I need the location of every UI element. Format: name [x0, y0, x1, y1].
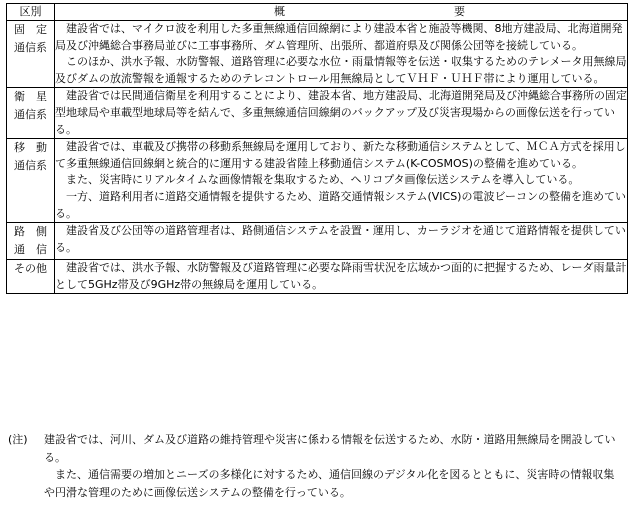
category-line: その他	[14, 262, 47, 276]
category-line: 通 信	[14, 243, 47, 257]
row-category	[7, 139, 55, 223]
summary-paragraph: 建設省では民間通信衛星を利用することにより、建設本省、地方建設局、北海道開発局及び沖縄総合事務所の固定型地球局や車載型地球局等を結んで、多重無線通信回線網のバックアップ及び災害現場からの画像伝送を行っている。	[55, 89, 627, 136]
category-line: 移 動	[14, 141, 47, 155]
summary-paragraph: 建設省及び公団等の道路管理者は、路側通信システムを設置・運用し、カーラジオを通じて道路情報を提供している。	[55, 224, 626, 254]
header-summary	[55, 4, 628, 21]
summary-paragraph: また、災害時にリアルタイムな画像情報を集取するため、ヘリコプタ画像伝送システムを導入している。	[66, 173, 580, 187]
category-line: 路 側	[14, 225, 47, 239]
footnote-text	[44, 431, 618, 501]
summary-paragraph: 建設省では、洪水予報、水防警報及び道路管理に必要な降雨雪状況を広域かつ面的に把握するため、レーダ雨量計として5GHz帯及び9GHz帯の無線局を運用している。	[55, 261, 627, 291]
summary-paragraph: このほか、洪水予報、水防警報、道路管理に必要な水位・雨量情報等を伝送・収集するためのテレメータ用無線局及びダムの放流警報を通報するためのテレコントロール用無線局としてＶＨＦ・ＵＨＦ帯により運用している。	[55, 55, 627, 85]
row-category	[7, 88, 55, 139]
footnote-paragraph: また、通信需要の増加とニーズの多様化に対するため、通信回線のデジタル化を図るとともに、災害時の情報収集や円滑な管理のために画像伝送システムの整備を行っている。	[44, 468, 615, 499]
category-line: 衛 星	[14, 90, 47, 104]
footnote-paragraph: 建設省では、河川、ダム及び道路の維持管理や災害に係わる情報を伝送するため、水防・道路用無線局を開設している。	[44, 433, 616, 464]
row-summary	[55, 139, 628, 223]
table-row	[7, 21, 628, 88]
row-category	[7, 260, 55, 294]
row-summary	[55, 223, 628, 260]
category-line: 固 定	[14, 23, 47, 36]
row-summary	[55, 88, 628, 139]
table-body	[7, 21, 628, 294]
header-summary-right: 要	[454, 5, 465, 18]
footnote	[8, 431, 618, 501]
summary-paragraph: 建設省では、マイクロ波を利用した多重無線通信回線網により建設本省と施設等機関、8地方建設局、北海道開発局及び沖縄総合事務局並びに工事事務所、ダム管理所、出張所、都道府県及び関係公団等を接続している。	[55, 22, 623, 52]
category-line: 通信系	[14, 41, 47, 54]
summary-paragraph: 一方、道路利用者に道路交通情報を提供するため、道路交通情報システム(VICS)の電波ビーコンの整備を進めている。	[55, 189, 627, 220]
category-line: 通信系	[14, 159, 47, 173]
table-row	[7, 139, 628, 223]
row-summary	[55, 21, 628, 88]
row-category	[7, 21, 55, 88]
row-category	[7, 223, 55, 260]
footnote-label: (注)	[8, 433, 28, 446]
row-summary	[55, 260, 628, 294]
table-row	[7, 88, 628, 139]
header-summary-left: 概	[274, 5, 285, 18]
overview-table	[6, 3, 628, 294]
header-category: 区別	[7, 4, 55, 21]
table-row	[7, 223, 628, 260]
category-line: 通信系	[14, 108, 47, 122]
summary-paragraph: 建設省では、車載及び携帯の移動系無線局を運用しており、新たな移動通信システムとして、ＭＣＡ方式を採用して多重無線通信回線網と統合的に運用する建設省陸上移動通信システム(K-COSMOS)の整備を進めている。	[55, 140, 626, 170]
table-row	[7, 260, 628, 294]
table-header-row	[7, 4, 628, 21]
